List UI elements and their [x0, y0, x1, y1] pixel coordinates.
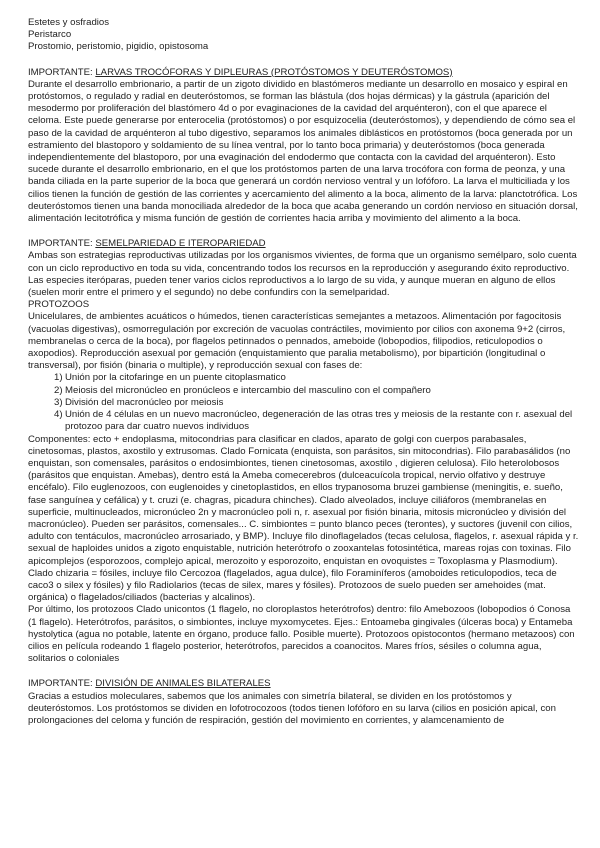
list-number: 3): [54, 396, 63, 408]
list-number: 4): [54, 409, 63, 421]
heading-title: DIVISIÓN DE ANIMALES BILATERALES: [95, 678, 271, 690]
heading-prefix: IMPORTANTE:: [28, 678, 96, 690]
protozoos-closing: Por último, los protozoos Clado unicontos (1 flagelo, no cloroplastos heterótrofos) dentro: filo Amebozoos (lobopodios ó Conosa (1 flagelo). Heterótrofos, parásitos, o simbiontes, incluye myxomycetes. Ejes.: Entoameba gingivales (úlceras boca) y Entameba hystolytica (agua no potable, latente en órgano, produce fallo. Posible muerte). Protozoos opistocontos (hermano metazoos) con cilios en película rodeando 1 flagelo posterior, heterótrofos, parecidos a coanocitos. Mares fríos, sésiles o columna agua, solitarios o coloniales: [28, 604, 575, 665]
list-item: [54, 385, 580, 397]
list-text: División del macronúcleo por meiosis: [65, 396, 224, 408]
list-item: [54, 409, 580, 433]
list-number: 1): [54, 372, 63, 384]
section-heading: [28, 238, 580, 250]
protozoos-components: Componentes: ecto + endoplasma, mitocondrias para clasificar en clados, aparato de golgi con cuerpos parabasales, cinetosomas, plastos, axostilo y extrusomas. Clado Fornicata (enquista, son parásitos, sin mitocondrias). Filo parabasálidos (no enquistan, son comensales, parásitos o endosimbiontes, tienen cinetosomas, axostilo , digieren celulosa). Filo heterolobosos (parásitos que enquistan. Amebas), dentro está la Ameba comecerebros (dulceacuícola tropical, nervio olfativo y destruye encéfalo). Filo euglenozoos, con euglenoides y cinetoplastidos, en ellos trypanosoma bruzei gambiense (meningitis, e. sueño, fase sanguínea y cefálica) y t. cruzi (e. chagras, picadura chinches). Clado alveolados, incluye ciliáforos (membranelas en superficie, multinucleados, micronúcleo 2n y macronúcleo poli n, r. asexual por fisión binaria, mitosis micronúcleo y división del macronúcleo). Pueden ser parásitos, comensales... C. simbiontes = punto blanco peces (terontes), y suctores (juvenil con cilios, adulto con tentáculos, macronúcleo arrosariado, y BMP). Incluye filo dinoflagelados (tecas celulosa, flagelos, r. asexual rápida y r. sexual de haploides unidos a zigoto enquistable, nutrición heterótrofo o zooxantelas fotosintética, mareas rojas con toxinas. Filo apicomplejos (esporozoos, complejo apical, merozoito y esporozoito, enquistan en ovoquistes = Toxoplasma y Plasmodium). Clado chizaria = fósiles, incluye filo Cercozoa (flagelados, agua dulce), filo Foraminíferos (amoboides reticulopodios, teca de caco3 o silex y fósiles) y filo Radiolarios (tecas de silex, mares y fósiles). Protozoos de suelo pueden ser amehoides (mat. orgánica) o flagelados/ciliados (bacterias y alcalinos).: [28, 433, 579, 604]
heading-title: SEMELPARIEDAD E ITEROPARIEDAD: [95, 238, 266, 250]
protozoos-intro: Unicelulares, de ambientes acuáticos o húmedos, tienen características semejantes a metazoos. Alimentación por fagocitosis (vacuolas digestivas), osmorregulación por excreción de vacuolas contráctiles, movimiento por cilios con axonema 9+2 (cirros, membranelas o cerca de la boca), por flagelos petinnados o pennados, ameboide (lobopodios, filipodios, reticulopodios o axopodios). Reproducción asexual por gemación (enquistamiento que paralia metabolismo), por bipartición (longitudinal o transversal), por fisión (binaria o multiple), y reproducción sexual con fases de:: [28, 311, 566, 372]
section-body: Durante el desarrollo embrionario, a partir de un zigoto dividido en blastómeros mediante un desarrollo en mosaico y espiral en protóstomos, o regulado y radial en deuteróstomos, se forman las blástula (dos hojas dérmicas) y la gástrula (aparición del mesodermo por proliferación del blastómero 4d o por evaginaciones de la cavidad del arquénteron), con el que aparece el celoma. Este puede generarse por enterocelia (protóstomos) o por esquizocelia (deuteróstomos), y dependiendo de cómo sea el paso de la cavidad de arquénteron al tubo digestivo, separamos los animales diblásticos en protóstomos (boca generada por un estramiento del blastoporo y soldamiento de su línea ventral, por lo tanto boca primaria) y deuteróstomos (boca generada independientemente del blastoporo, por una evaginación del endodermo que contacta con la cavidad del arquénteron). Esto sucede durante el desarrollo embrionario, en el que los protóstomos parten de una larva trocófora con forma de peonza, y una banda ciliada en la parte superior de la boca que generará un cordón nervioso ventral y un lofóforo. La larva el multiciliada y los cilios tienen la función de gestión de las corrientes y acercamiento del alimento a la boca, alimento de la larva: planctotrófica. Los deuteróstomos tienen una banda monociliada alrededor de la boca que acaba generando un cordón nervioso en situación dorsal, alimentación lecitotrófica y misma función de gestión de corrientes hacia arriba y movimiento del alimento a la boca.: [28, 78, 578, 225]
section-body: Gracias a estudios moleculares, sabemos que los animales con simetría bilateral, se dividen en los protóstomos y deuteróstomos. Los protóstomos se dividen en lofotrocozoos (todos tienen lofóforo en su larva (cilios en posición apical, con prolongaciones del celoma y función de respiración, gestión del movimiento en corrientes, y alamcenamiento de: [28, 690, 556, 726]
section-heading: [28, 67, 580, 79]
list-text: Unión por la citofaringe en un puente citoplasmatico: [65, 372, 286, 384]
heading-title: LARVAS TROCÓFORAS Y DIPLEURAS (PROTÓSTOMOS Y DEUTERÓSTOMOS): [95, 66, 453, 78]
top-line: Estetes y osfradios: [28, 17, 110, 28]
section-heading: PROTOZOOS: [28, 299, 90, 311]
section-body: Ambas son estrategias reproductivas utilizadas por los organismos vivientes, de forma que un organismo semélparo, solo cuenta con un ciclo reproductivo en toda su vida, concentrando todos los recursos en la reproducción y asegurando éxito reproductivo. Las especies iteróparas, pueden tener varios ciclos reproductivos a lo largo de su vida, y aunque mueran en alguno de ellos (suelen morir entre el primero y el segundo) no debe confundirs con la semelparidad.: [28, 250, 577, 299]
section-protozoos: [28, 299, 580, 665]
list-item: [54, 372, 580, 384]
top-line: Peristarco: [28, 29, 72, 41]
top-line: Prostomio, peristomio, pigidio, opistosoma: [28, 41, 209, 53]
list-item: [54, 397, 580, 409]
section-division: [28, 678, 580, 727]
list-text: Unión de 4 células en un nuevo macronúcleo, degeneración de las otras tres y meiosis de la restante con r. asexual del protozoo para dar cuatro nuevos individuos: [65, 409, 573, 433]
section-larvas: [28, 67, 580, 226]
list-number: 2): [54, 384, 63, 396]
top-lines: [28, 17, 580, 54]
section-semelparidad: [28, 238, 580, 299]
sexual-phases-list: [28, 372, 580, 433]
list-text: Meiosis del micronúcleo en pronúcleos e intercambio del masculino con el compañero: [65, 384, 431, 396]
heading-prefix: IMPORTANTE:: [28, 66, 96, 78]
heading-prefix: IMPORTANTE:: [28, 238, 96, 250]
section-heading: [28, 678, 580, 690]
